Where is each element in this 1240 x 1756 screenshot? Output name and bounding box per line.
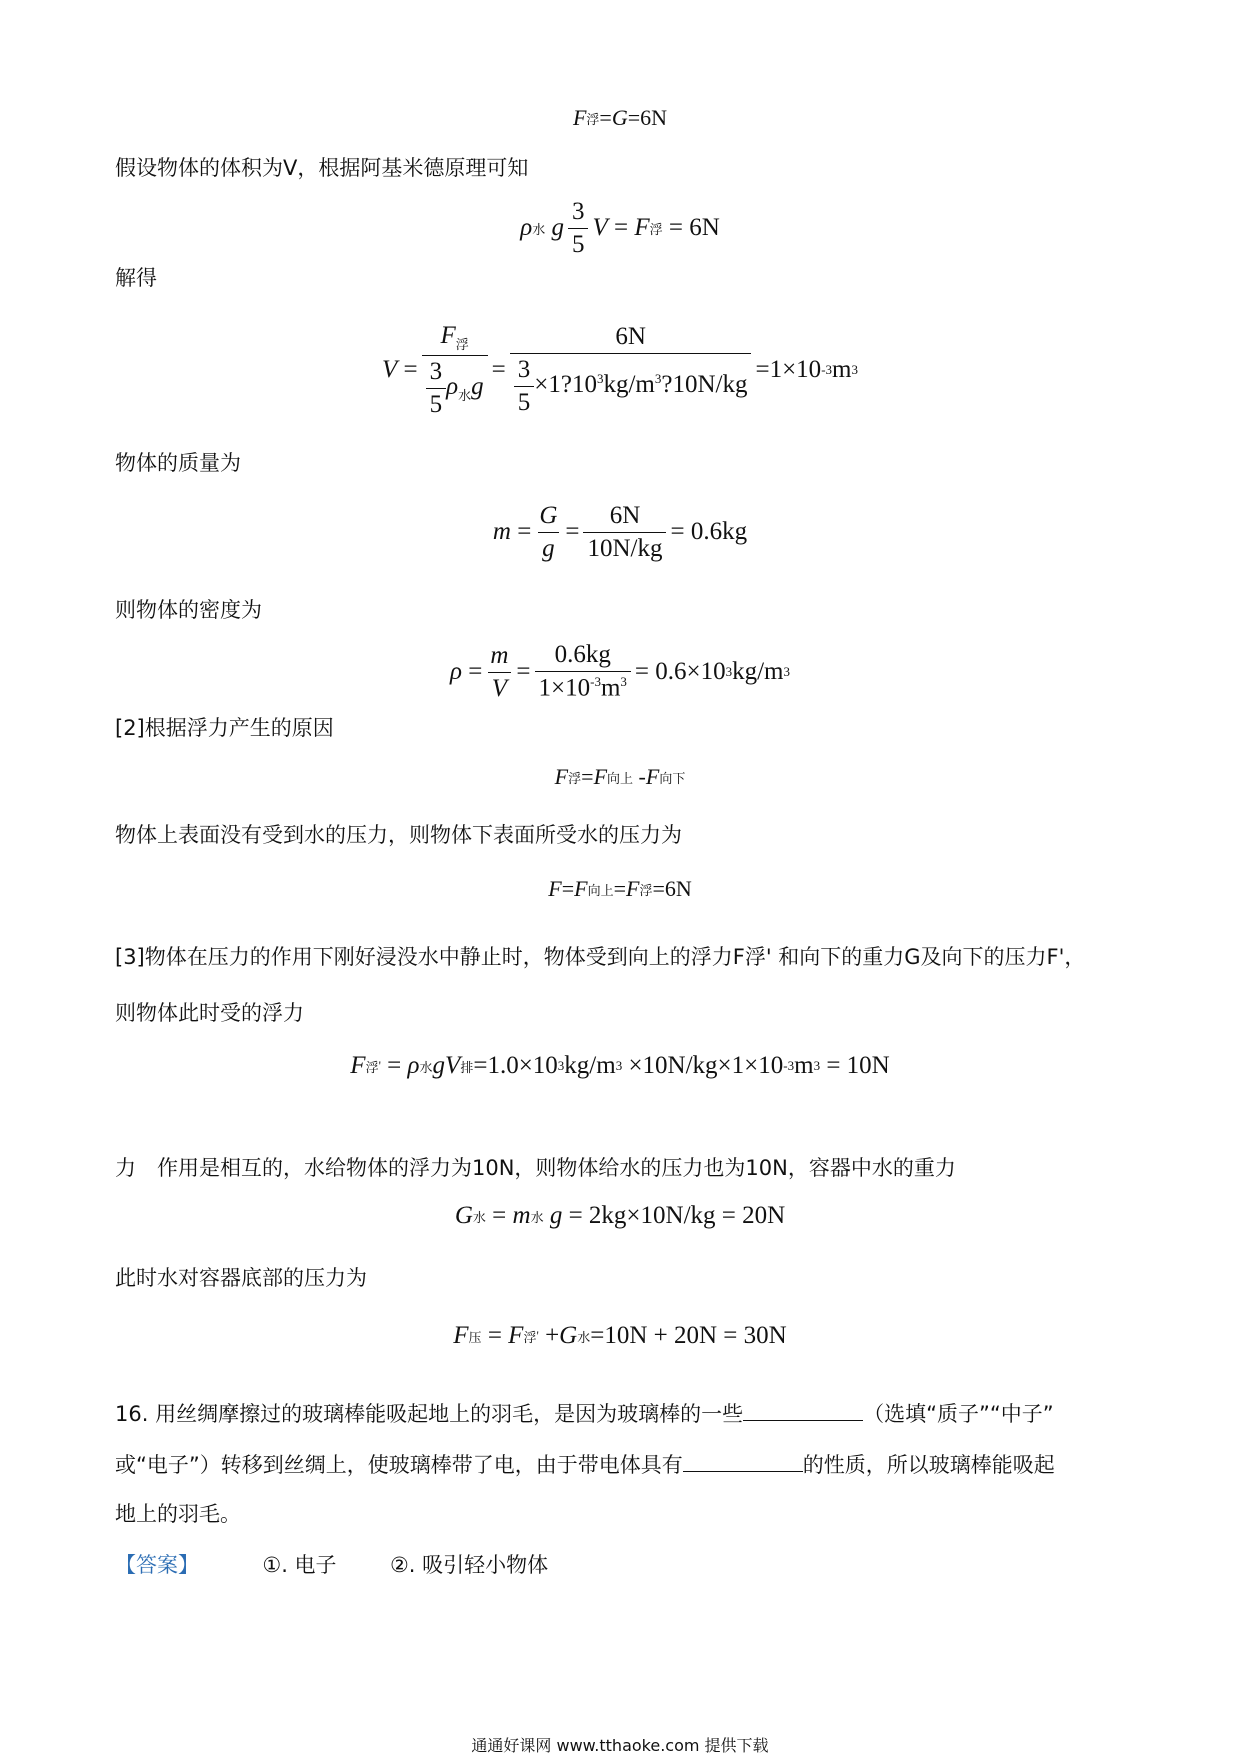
answer-tag: 【答案】 [115, 1553, 199, 1577]
text-line: 则物体此时受的浮力 [115, 1001, 304, 1025]
text-line: 物体的质量为 [115, 451, 241, 475]
equation-mass: m = $\frac{G}{g}$ = $\frac{6N}{10N/kg}$ = 0.6kg [492, 501, 748, 562]
answer-item-2: ②. 吸引轻小物体 [389, 1553, 549, 1577]
equation-water-weight: G 水 = m 水 g = 2kg×10N/kg = 20N [454, 1202, 786, 1229]
text-line: 物体上表面没有受到水的压力，则物体下表面所受水的压力为 [115, 823, 682, 847]
text-line: 解得 [115, 266, 157, 290]
equation-bottom-pressure-force: F = F 向上 = F 浮 =6N [548, 876, 692, 901]
equation-volume: V = $F_浮$ $\frac{3}{5}$ $\rho_水g$ = 6N $\frac{3}{5}$ $\times 1?10^3kg/m^3?10N/kg$ =1×10 -3 m 3 [382, 321, 858, 418]
text-line: [3]物体在压力的作用下刚好浸没水中静止时，物体受到向上的浮力F浮' 和向下的重力G及向下的压力F'， [115, 945, 1086, 969]
question-16-line-2: 或“电子”）转移到丝绸上，使玻璃棒带了电，由于带电体具有 的性质，所以玻璃棒能吸起 [115, 1453, 1055, 1477]
equation-new-buoyancy: F 浮 ' = ρ 水 gV 排 =1.0×10 3 kg/m 3 ×10N/kg×1×10 -3 m 3 = 10N [350, 1052, 890, 1079]
text-line: 此时水对容器底部的压力为 [115, 1266, 367, 1290]
text-line: 力 作用是相互的，水给物体的浮力为10N，则物体给水的压力也为10N，容器中水的重力 [115, 1156, 956, 1180]
page-footer: 通通好课网 www.tthaoke.com 提供下载 [471, 1736, 769, 1755]
equation-bottom-force-total: F 压 = F 浮 ' + G 水 =10N + 20N = 30N [453, 1322, 787, 1349]
question-16-line-1: 16. 用丝绸摩擦过的玻璃棒能吸起地上的羽毛，是因为玻璃棒的一些 （选填“质子”“中子” [115, 1402, 1054, 1426]
question-16-line-3: 地上的羽毛。 [115, 1502, 241, 1526]
answer-blank-1[interactable] [743, 1402, 863, 1421]
equation-density: ρ = $\frac{m}{V}$ = $\frac{0.6kg}{1\times 10^{-3}m^3}$ = 0.6×10 3 kg/m 3 [449, 641, 791, 702]
text-line: 则物体的密度为 [115, 598, 262, 622]
equation-archimedes: ρ 水 g $\frac{3}{5}$ V = F 浮 = 6N [520, 197, 720, 258]
text-line: [2]根据浮力产生的原因 [115, 716, 334, 740]
text-line: 假设物体的体积为V，根据阿基米德原理可知 [115, 156, 529, 180]
answer-line [115, 1555, 548, 1576]
answer-item-1: ①. 电子 [262, 1553, 337, 1577]
equation-buoyancy-cause: F 浮 = F 向上 - F 向下 [554, 764, 686, 789]
answer-blank-2[interactable] [683, 1453, 803, 1472]
equation-buoyancy-equals-weight: F 浮 = G =6N [572, 105, 668, 130]
